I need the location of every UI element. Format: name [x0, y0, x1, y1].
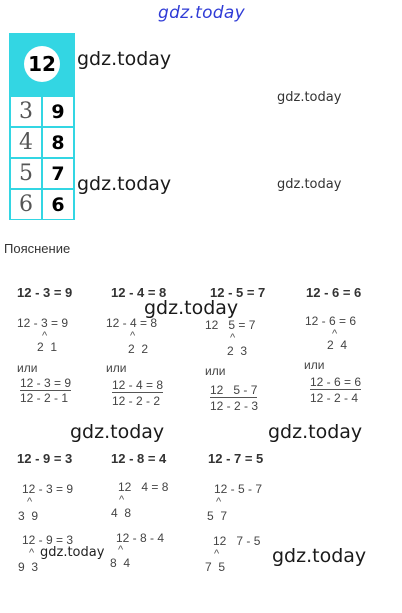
handwritten-eq: 12 4 = 8 — [118, 480, 169, 494]
caret-mark: ^ — [27, 496, 33, 508]
explanation-title: Пояснение — [4, 241, 71, 256]
equation: 12 - 5 = 7 — [210, 285, 266, 300]
caret-mark: ^ — [119, 494, 125, 506]
handwritten-split: 2 3 — [227, 344, 248, 358]
handwritten-split: 9 3 — [18, 560, 39, 574]
watermark: gdz.today — [277, 90, 342, 105]
number-house — [9, 33, 75, 220]
equation: 12 - 9 = 3 — [17, 451, 73, 466]
or-label: или — [205, 364, 226, 378]
house-roof — [11, 35, 73, 93]
caret-mark: ^ — [216, 496, 222, 508]
house-cell-right: 9 — [43, 97, 73, 126]
house-cell-left: 3 — [11, 97, 41, 126]
handwritten-split: 5 7 — [207, 509, 228, 523]
equation: 12 - 8 = 4 — [111, 451, 167, 466]
handwritten-split: 2 2 — [128, 342, 149, 356]
equation: 12 - 7 = 5 — [208, 451, 264, 466]
handwritten-eq: 12 - 2 - 4 — [310, 391, 359, 405]
house-cell-left: 6 — [11, 190, 41, 219]
handwritten-eq: 12 - 6 = 6 — [310, 375, 362, 389]
watermark: gdz.today — [40, 545, 105, 560]
handwritten-eq: 12 - 2 - 3 — [210, 399, 259, 413]
handwritten-eq: 12 - 2 - 1 — [20, 391, 69, 405]
handwritten-eq: 12 - 6 = 6 — [305, 314, 357, 328]
watermark: gdz.today — [268, 421, 363, 443]
watermark: gdz.today — [77, 173, 172, 195]
handwritten-eq: 12 - 4 = 8 — [112, 378, 164, 392]
handwritten-split: 2 1 — [37, 340, 58, 354]
handwritten-split: 7 5 — [205, 560, 226, 574]
handwritten-eq: 12 - 3 = 9 — [20, 376, 72, 390]
equation: 12 - 3 = 9 — [17, 285, 73, 300]
watermark-top: gdz.today — [158, 3, 245, 23]
handwritten-split: 4 8 — [111, 506, 132, 520]
handwritten-eq: 12 - 2 - 2 — [112, 394, 161, 408]
caret-mark: ^ — [332, 328, 338, 340]
watermark: gdz.today — [144, 297, 239, 319]
handwritten-split: 8 4 — [110, 556, 131, 570]
equation: 12 - 6 = 6 — [306, 285, 362, 300]
house-cell-right: 6 — [43, 190, 73, 219]
caret-mark: ^ — [42, 330, 48, 342]
caret-mark: ^ — [130, 330, 136, 342]
handwritten-eq: 12 7 - 5 — [213, 534, 261, 548]
handwritten-eq: 12 - 3 = 9 — [22, 482, 74, 496]
or-label: или — [106, 361, 127, 375]
handwritten-eq: 12 - 4 = 8 — [106, 316, 158, 330]
caret-mark: ^ — [230, 332, 236, 344]
handwritten-split: 2 4 — [327, 338, 348, 352]
equation: 12 - 4 = 8 — [111, 285, 167, 300]
watermark: gdz.today — [277, 177, 342, 192]
or-label: или — [17, 361, 38, 375]
house-cell-right: 7 — [43, 159, 73, 188]
watermark: gdz.today — [70, 421, 165, 443]
house-cell-left: 4 — [11, 128, 41, 157]
handwritten-split: 3 9 — [18, 509, 39, 523]
house-top-number: 12 — [24, 46, 60, 82]
handwritten-eq: 12 - 5 - 7 — [214, 482, 263, 496]
caret-mark: ^ — [29, 547, 35, 559]
handwritten-eq: 12 - 3 = 9 — [17, 316, 69, 330]
handwritten-eq: 12 5 - 7 — [210, 383, 258, 397]
caret-mark: ^ — [214, 548, 220, 560]
watermark: gdz.today — [77, 48, 172, 70]
handwritten-eq: 12 - 9 = 3 — [22, 533, 74, 547]
caret-mark: ^ — [118, 544, 124, 556]
watermark: gdz.today — [272, 545, 367, 567]
or-label: или — [304, 358, 325, 372]
house-cell-left: 5 — [11, 159, 41, 188]
handwritten-eq: 12 - 8 - 4 — [116, 531, 165, 545]
house-cell-right: 8 — [43, 128, 73, 157]
handwritten-eq: 12 5 = 7 — [205, 318, 256, 332]
